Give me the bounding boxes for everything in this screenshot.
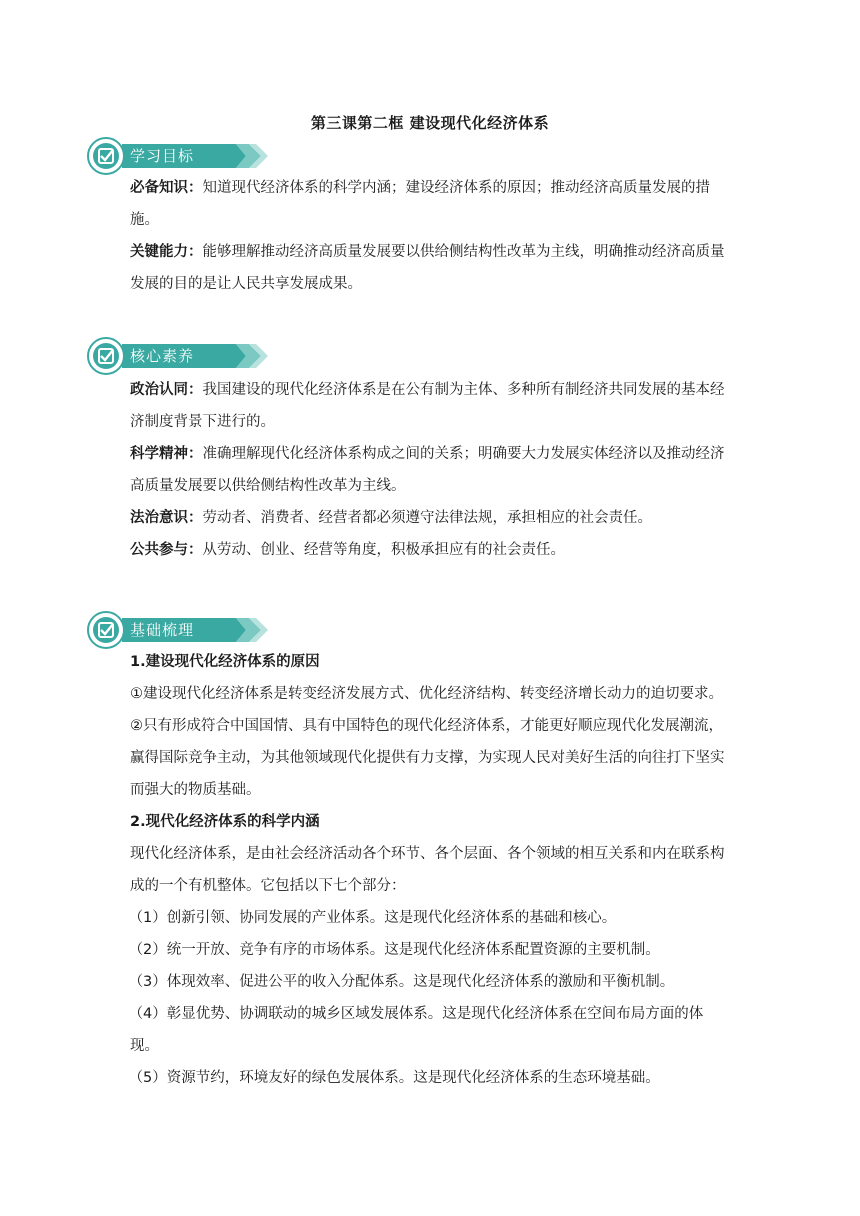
check-circle-icon xyxy=(86,610,126,650)
section-banner-basics xyxy=(86,610,271,650)
literacy-block xyxy=(130,374,732,566)
literacy-item xyxy=(130,502,732,534)
list-item: ②只有形成符合中国国情、具有中国特色的现代化经济体系，才能更好顺应现代化发展潮流，赢得国际竞争主动，为其他领域现代化提供有力支撑，为实现人民对美好生活的向往打下坚实而强大的物质基础。 xyxy=(130,718,725,798)
basics-block xyxy=(130,646,732,1094)
check-circle-icon xyxy=(86,336,126,376)
list-item: ①建设现代化经济体系是转变经济发展方式、优化经济结构、转变经济增长动力的迫切要求。 xyxy=(130,686,723,702)
banner-label: 学习目标 xyxy=(130,147,195,165)
list-item: （1）创新引领、协同发展的产业体系。这是现代化经济体系的基础和核心。 xyxy=(128,910,617,926)
knowledge-label: 必备知识： xyxy=(130,180,203,196)
ability-text: 能够理解推动经济高质量发展要以供给侧结构性改革为主线，明确推动经济高质量发展的目的是让人民共享发展成果。 xyxy=(130,244,725,292)
knowledge-text: 知道现代经济体系的科学内涵；建设经济体系的原因；推动经济高质量发展的措施。 xyxy=(130,180,710,228)
literacy-label: 科学精神： xyxy=(130,446,203,462)
list-item: （2）统一开放、竞争有序的市场体系。这是现代化经济体系配置资源的主要机制。 xyxy=(128,942,660,958)
literacy-label: 政治认同： xyxy=(130,382,203,398)
literacy-label: 法治意识： xyxy=(130,510,203,526)
section-heading: 1.建设现代化经济体系的原因 xyxy=(130,654,320,670)
ability-label: 关键能力： xyxy=(130,244,203,260)
check-circle-icon xyxy=(86,136,126,176)
section-banner-goals xyxy=(86,136,271,176)
literacy-text: 准确理解现代化经济体系构成之间的关系；明确要大力发展实体经济以及推动经济高质量发展要以供给侧结构性改革为主线。 xyxy=(130,446,725,494)
banner-label: 核心素养 xyxy=(130,347,195,365)
banner-label: 基础梳理 xyxy=(130,621,195,639)
literacy-item xyxy=(130,438,732,502)
list-item: （3）体现效率、促进公平的收入分配体系。这是现代化经济体系的激励和平衡机制。 xyxy=(128,974,675,990)
goals-block xyxy=(130,172,732,300)
literacy-text: 劳动者、消费者、经营者都必须遵守法律法规，承担相应的社会责任。 xyxy=(202,510,652,526)
ability-paragraph xyxy=(130,236,732,300)
list-item: （5）资源节约，环境友好的绿色发展体系。这是现代化经济体系的生态环境基础。 xyxy=(128,1070,660,1086)
literacy-item xyxy=(130,534,732,566)
literacy-text: 从劳动、创业、经营等角度，积极承担应有的社会责任。 xyxy=(202,542,565,558)
intro-paragraph: 现代化经济体系，是由社会经济活动各个环节、各个层面、各个领域的相互关系和内在联系构成的一个有机整体。它包括以下七个部分： xyxy=(130,846,725,894)
section-banner-literacy xyxy=(86,336,271,376)
literacy-text: 我国建设的现代化经济体系是在公有制为主体、多种所有制经济共同发展的基本经济制度背景下进行的。 xyxy=(130,382,725,430)
list-item: （4）彰显优势、协调联动的城乡区域发展体系。这是现代化经济体系在空间布局方面的体现。 xyxy=(128,1006,704,1054)
knowledge-paragraph xyxy=(130,172,732,236)
page-title: 第三课第二框 建设现代化经济体系 xyxy=(310,114,550,132)
literacy-item xyxy=(130,374,732,438)
section-heading: 2.现代化经济体系的科学内涵 xyxy=(130,814,320,830)
literacy-label: 公共参与： xyxy=(130,542,203,558)
